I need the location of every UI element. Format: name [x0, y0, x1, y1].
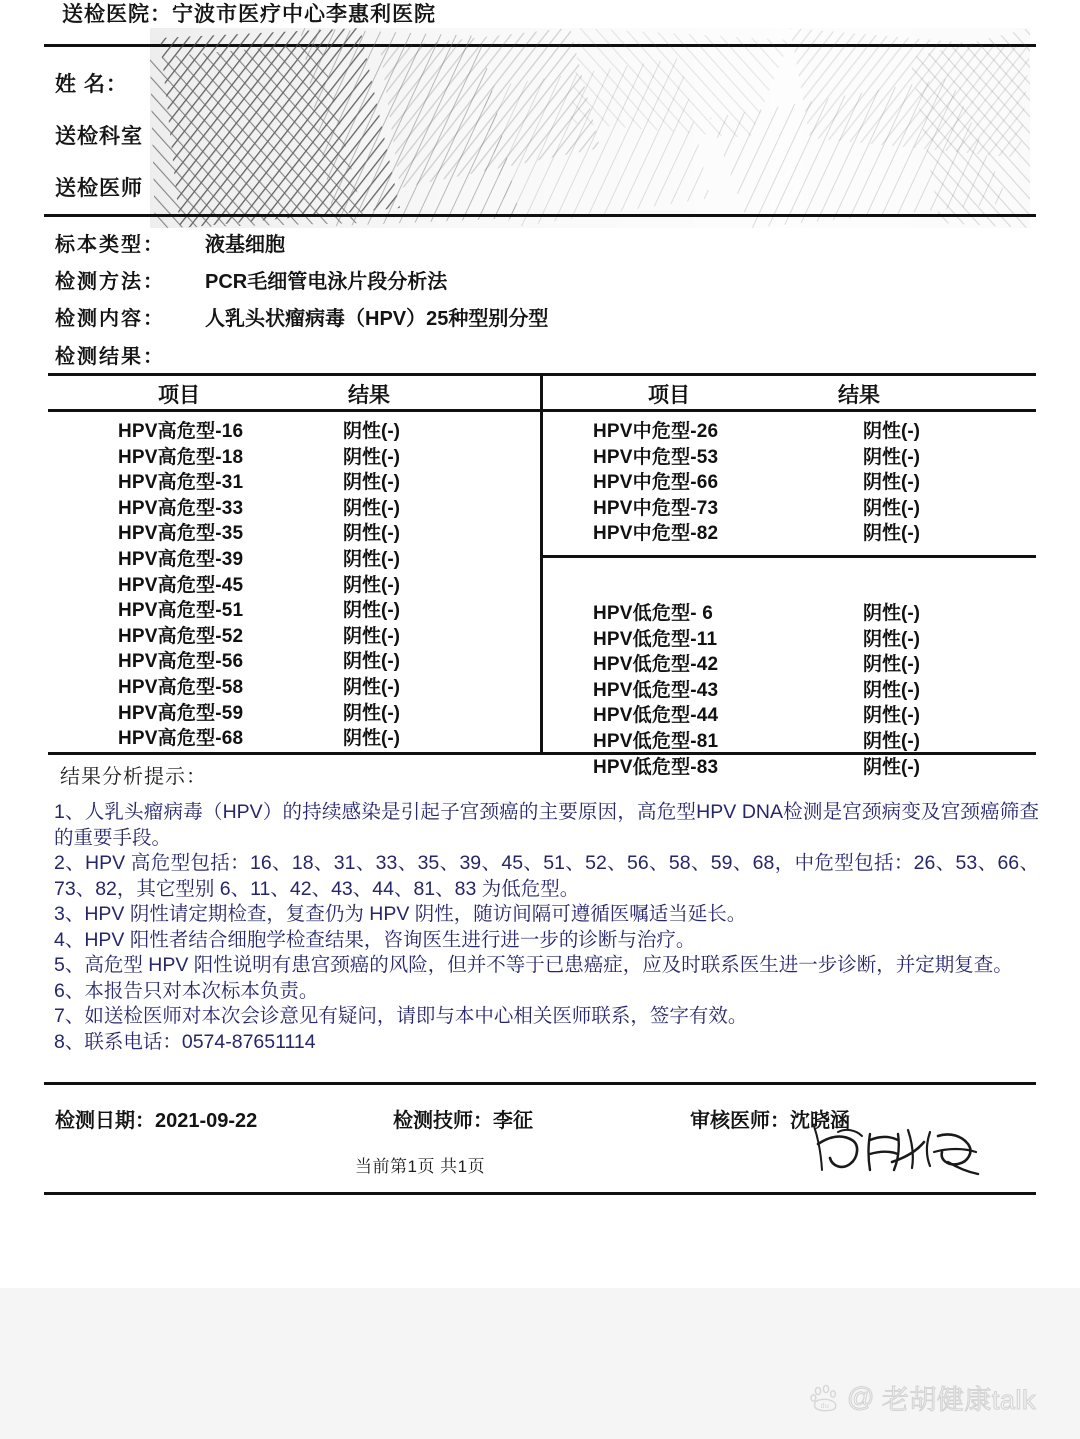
hpv-type-name: HPV低危型-44	[593, 705, 719, 727]
doctor-signature	[808, 1118, 988, 1188]
hpv-type-name: HPV高危型-31	[118, 472, 244, 494]
column-header-result-right: 结果	[838, 384, 880, 407]
hpv-type-result: 阴性(-)	[863, 497, 920, 519]
hpv-type-result: 阴性(-)	[343, 523, 400, 545]
hpv-type-result: 阴性(-)	[343, 472, 400, 494]
hpv-type-name: HPV低危型-83	[593, 756, 719, 778]
analysis-note: 7、如送检医师对本次会诊意见有疑问，请即与本中心相关医师联系，签字有效。	[54, 1005, 748, 1027]
hpv-type-result: 阴性(-)	[343, 651, 400, 673]
page-indicator: 当前第1页 共1页	[355, 1157, 486, 1176]
table-vertical-divider	[540, 373, 543, 755]
hpv-type-name: HPV高危型-45	[118, 574, 244, 596]
footer-divider-bottom	[44, 1192, 1036, 1195]
table-risk-group-divider	[543, 555, 1036, 558]
analysis-notes-list	[54, 800, 1039, 1055]
meta-value: 人乳头状瘤病毒（HPV）25种型别分型	[205, 308, 549, 330]
watermark	[810, 1378, 1036, 1417]
hpv-type-result: 阴性(-)	[343, 728, 400, 750]
meta-value: 液基细胞	[205, 234, 285, 256]
sending-dept-label: 送检科室	[55, 125, 143, 148]
analysis-note: 8、联系电话：0574-87651114	[54, 1030, 316, 1053]
hpv-type-result: 阴性(-)	[863, 628, 920, 650]
meta-specimen-type	[55, 228, 285, 257]
hpv-type-name: HPV高危型-52	[118, 625, 244, 647]
hpv-type-name: HPV高危型-16	[118, 421, 244, 442]
hpv-type-result: 阴性(-)	[863, 421, 920, 442]
hpv-type-result: 阴性(-)	[343, 548, 400, 570]
hpv-type-result: 阴性(-)	[863, 679, 920, 701]
hpv-type-result: 阴性(-)	[343, 497, 400, 519]
footer-divider-top	[44, 1082, 1036, 1085]
hpv-type-result: 阴性(-)	[863, 730, 920, 752]
hpv-type-name: HPV低危型-43	[593, 679, 719, 701]
hpv-type-name: HPV中危型-66	[593, 472, 719, 494]
sending-doctor-label: 送检医师	[55, 177, 143, 200]
meta-method	[55, 265, 447, 294]
hpv-type-result: 阴性(-)	[863, 603, 920, 624]
hpv-type-name: HPV高危型-68	[118, 728, 244, 750]
column-header-result-left: 结果	[348, 384, 390, 407]
analysis-note: 5、高危型 HPV 阳性说明有患宫颈癌的风险，但并不等于已患癌症，应及时联系医生进一步诊断，并定期复查。	[54, 954, 1013, 976]
meta-content	[55, 302, 548, 331]
hpv-type-name: HPV高危型-39	[118, 548, 244, 570]
meta-results-label	[55, 340, 205, 369]
hpv-type-result: 阴性(-)	[863, 523, 920, 545]
hpv-type-result: 阴性(-)	[343, 600, 400, 622]
technician	[393, 1104, 533, 1133]
meta-key: 检测结果：	[55, 346, 165, 368]
hpv-type-result: 阴性(-)	[343, 421, 400, 442]
watermark-text: 老胡健康talk	[881, 1385, 1036, 1415]
analysis-note: 3、HPV 阴性请定期检查，复查仍为 HPV 阴性，随访间隔可遵循医嘱适当延长。	[54, 903, 747, 925]
test-date	[55, 1104, 257, 1133]
hpv-type-result: 阴性(-)	[863, 756, 920, 778]
hpv-type-result: 阴性(-)	[863, 654, 920, 676]
hpv-type-result: 阴性(-)	[343, 446, 400, 468]
watermark-at-symbol: @	[847, 1382, 875, 1412]
hpv-type-name: HPV中危型-53	[593, 446, 719, 468]
svg-text:du: du	[820, 1402, 830, 1410]
meta-key: 检测内容：	[55, 308, 165, 330]
reviewing-doctor-label: 审核医师：	[690, 1110, 790, 1132]
test-date-label: 检测日期：	[55, 1110, 155, 1132]
column-header-item-right: 项目	[648, 384, 690, 407]
hpv-type-result: 阴性(-)	[343, 702, 400, 724]
reviewing-doctor-value: 沈晓涵	[790, 1110, 850, 1132]
hpv-type-name: HPV低危型- 6	[593, 603, 714, 624]
hpv-type-result: 阴性(-)	[343, 625, 400, 647]
hpv-type-name: HPV高危型-35	[118, 523, 244, 545]
header-divider-bottom	[44, 214, 1036, 217]
meta-value: PCR毛细管电泳片段分析法	[205, 271, 448, 293]
analysis-note: 4、HPV 阳性者结合细胞学检查结果，咨询医生进行进一步的诊断与治疗。	[54, 928, 696, 951]
hpv-type-name: HPV高危型-56	[118, 651, 244, 673]
baidu-paw-icon	[810, 1383, 840, 1413]
patient-name-label: 姓 名：	[55, 73, 128, 96]
hpv-type-name: HPV高危型-51	[118, 600, 244, 622]
hpv-type-name: HPV低危型-81	[593, 730, 719, 752]
hpv-type-name: HPV高危型-18	[118, 446, 244, 468]
hpv-type-name: HPV中危型-82	[593, 523, 719, 545]
hpv-type-name: HPV中危型-26	[593, 421, 719, 442]
hpv-type-name: HPV低危型-42	[593, 654, 719, 676]
hpv-type-name: HPV高危型-58	[118, 676, 244, 698]
hpv-type-result: 阴性(-)	[343, 676, 400, 698]
analysis-notes-title: 结果分析提示：	[60, 766, 207, 788]
hpv-type-result: 阴性(-)	[863, 446, 920, 468]
hpv-type-name: HPV低危型-11	[593, 628, 718, 650]
hpv-type-result: 阴性(-)	[343, 574, 400, 596]
meta-key: 检测方法：	[55, 271, 165, 293]
hpv-type-name: HPV中危型-73	[593, 497, 719, 519]
hpv-type-result: 阴性(-)	[863, 472, 920, 494]
analysis-note: 2、HPV 高危型包括：16、18、31、33、35、39、45、51、52、56、58、59、68，中危型包括：26、53、66、73、82，其它型别 6、11、42、43、44、81、83 为低危型。	[54, 852, 1039, 900]
test-date-value: 2021-09-22	[155, 1110, 258, 1132]
header-divider-top	[44, 44, 1036, 47]
pencil-redaction-overlay	[150, 28, 1030, 228]
hpv-type-result: 阴性(-)	[863, 705, 920, 727]
meta-key: 标本类型：	[55, 234, 165, 256]
analysis-note: 6、本报告只对本次标本负责。	[54, 979, 319, 1002]
hpv-type-name: HPV高危型-33	[118, 497, 244, 519]
hpv-type-name: HPV高危型-59	[118, 702, 244, 724]
technician-label: 检测技师：	[393, 1110, 493, 1132]
column-header-item-left: 项目	[158, 384, 200, 407]
hospital-line: 送检医院：宁波市医疗中心李惠利医院	[62, 3, 436, 26]
technician-value: 李征	[493, 1110, 533, 1132]
analysis-note: 1、人乳头瘤病毒（HPV）的持续感染是引起子宫颈癌的主要原因，高危型HPV DNA检测是宫颈病变及宫颈癌筛查的重要手段。	[54, 801, 1039, 849]
